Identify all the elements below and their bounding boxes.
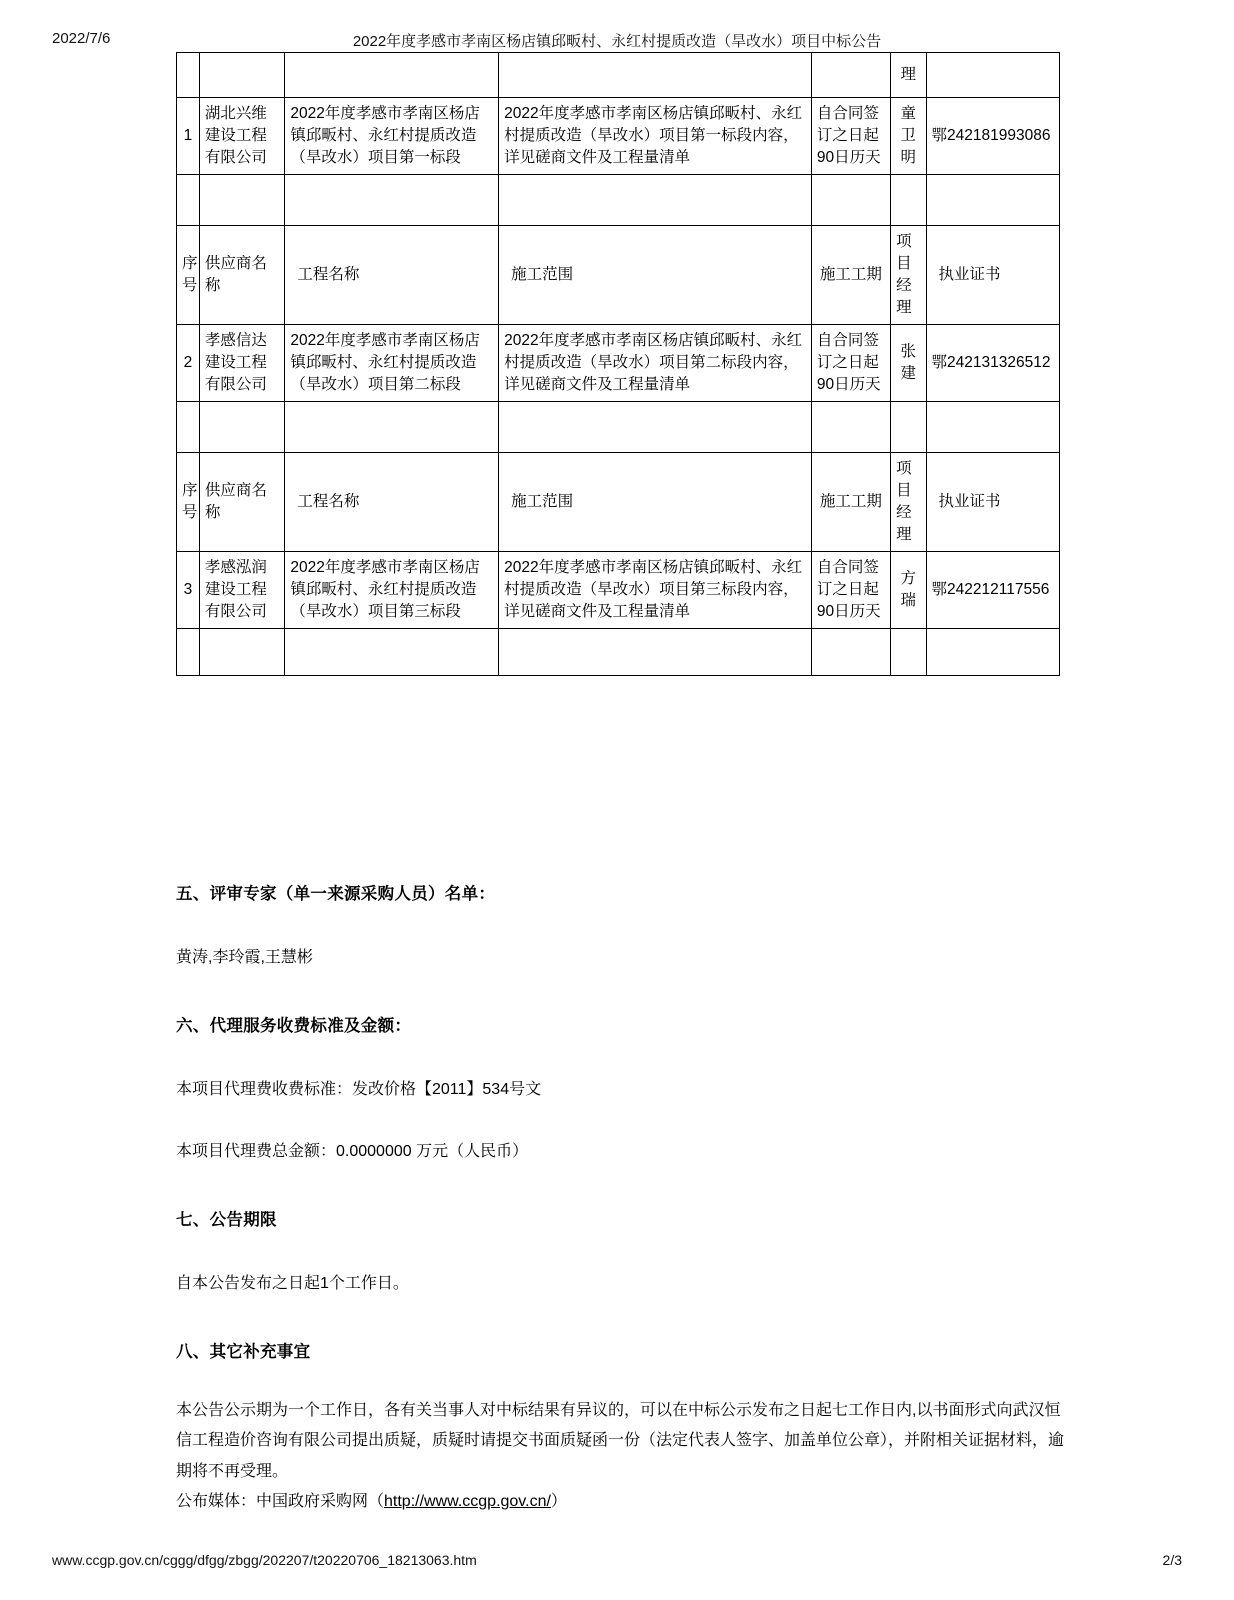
section-5-body: 黄涛,李玲霞,王慧彬 <box>176 949 313 966</box>
cell-scope: 2022年度孝感市孝南区杨店镇邱畈村、永红村提质改造（旱改水）项目第二标段内容，详见磋商文件及工程量清单 <box>499 325 812 402</box>
header-supplier: 供应商名称 <box>199 226 284 325</box>
header-scope: 施工范围 <box>499 453 812 552</box>
cell-certificate: 鄂242212117556 <box>926 552 1059 629</box>
cell-manager <box>891 629 926 676</box>
cell-certificate <box>926 53 1059 98</box>
cell-index <box>177 402 200 453</box>
cell-index: 1 <box>177 98 200 175</box>
cell-supplier <box>199 629 284 676</box>
cell-index <box>177 629 200 676</box>
cell-certificate <box>926 175 1059 226</box>
cell-duration <box>811 175 890 226</box>
header-index: 序号 <box>177 453 200 552</box>
cell-supplier: 孝感泓润建设工程有限公司 <box>199 552 284 629</box>
cell-scope: 2022年度孝感市孝南区杨店镇邱畈村、永红村提质改造（旱改水）项目第三标段内容，详见磋商文件及工程量清单 <box>499 552 812 629</box>
header-project: 工程名称 <box>285 226 499 325</box>
table-header-row <box>177 226 1060 325</box>
section-6-fee-standard: 本项目代理费收费标准：发改价格【2011】534号文 <box>176 1081 542 1098</box>
page-header <box>0 30 1234 54</box>
cell-scope: 2022年度孝感市孝南区杨店镇邱畈村、永红村提质改造（旱改水）项目第一标段内容，详见磋商文件及工程量清单 <box>499 98 812 175</box>
header-index: 序号 <box>177 226 200 325</box>
cell-scope <box>499 402 812 453</box>
cell-project <box>285 629 499 676</box>
section-5-title: 五、评审专家（单一来源采购人员）名单： <box>176 885 496 903</box>
cell-index: 2 <box>177 325 200 402</box>
table-row <box>177 325 1060 402</box>
section-7-title: 七、公告期限 <box>176 1211 277 1229</box>
page-footer <box>0 1552 1234 1574</box>
cell-duration <box>811 402 890 453</box>
section-8-media <box>176 1487 1066 1517</box>
cell-manager <box>891 175 926 226</box>
header-supplier: 供应商名称 <box>199 453 284 552</box>
bid-results-table-wrap <box>176 52 1060 676</box>
cell-project <box>285 402 499 453</box>
header-date: 2022/7/6 <box>52 30 111 47</box>
cell-scope <box>499 53 812 98</box>
cell-supplier: 湖北兴维建设工程有限公司 <box>199 98 284 175</box>
cell-duration <box>811 629 890 676</box>
cell-supplier <box>199 53 284 98</box>
section-7-body: 自本公告发布之日起1个工作日。 <box>176 1275 409 1292</box>
cell-project: 2022年度孝感市孝南区杨店镇邱畈村、永红村提质改造（旱改水）项目第二标段 <box>285 325 499 402</box>
cell-duration <box>811 53 890 98</box>
media-suffix: ） <box>550 1493 567 1511</box>
cell-manager: 张建 <box>891 325 926 402</box>
media-prefix: 公布媒体：中国政府采购网（ <box>176 1493 385 1511</box>
cell-index <box>177 175 200 226</box>
cell-duration: 自合同签订之日起90日历天 <box>811 98 890 175</box>
cell-duration: 自合同签订之日起90日历天 <box>811 552 890 629</box>
cell-project <box>285 175 499 226</box>
cell-supplier: 孝感信达建设工程有限公司 <box>199 325 284 402</box>
cell-scope <box>499 629 812 676</box>
table-row-spacer <box>177 175 1060 226</box>
footer-page-number: 2/3 <box>1162 1552 1182 1568</box>
document-body <box>176 880 1066 1518</box>
header-manager: 项目经理 <box>891 453 926 552</box>
cell-manager: 童卫明 <box>891 98 926 175</box>
cell-certificate: 鄂242131326512 <box>926 325 1059 402</box>
cell-index <box>177 53 200 98</box>
section-8-body: 本公告公示期为一个工作日，各有关当事人对中标结果有异议的，可以在中标公示发布之日起七工作日内,以书面形式向武汉恒信工程造价咨询有限公司提出质疑，质疑时请提交书面质疑函一份（法定代表人签字、加盖单位公章），并附相关证据材料，逾期将不再受理。 <box>176 1402 1065 1480</box>
table-row-spacer <box>177 629 1060 676</box>
cell-project <box>285 53 499 98</box>
cell-duration: 自合同签订之日起90日历天 <box>811 325 890 402</box>
table-row <box>177 98 1060 175</box>
cell-certificate <box>926 629 1059 676</box>
cell-supplier <box>199 175 284 226</box>
cell-manager <box>891 402 926 453</box>
footer-url: www.ccgp.gov.cn/cggg/dfgg/zbgg/202207/t20220706_18213063.htm <box>52 1552 477 1568</box>
cell-supplier <box>199 402 284 453</box>
table-row-spacer <box>177 402 1060 453</box>
header-duration: 施工工期 <box>811 453 890 552</box>
cell-scope <box>499 175 812 226</box>
header-title: 2022年度孝感市孝南区杨店镇邱畈村、永红村提质改造（旱改水）项目中标公告 <box>352 33 882 50</box>
header-certificate: 执业证书 <box>926 453 1059 552</box>
cell-project: 2022年度孝感市孝南区杨店镇邱畈村、永红村提质改造（旱改水）项目第三标段 <box>285 552 499 629</box>
table-row <box>177 552 1060 629</box>
bid-results-table <box>176 52 1060 676</box>
ccgp-link[interactable]: http://www.ccgp.gov.cn/ <box>384 1493 551 1511</box>
cell-certificate: 鄂242181993086 <box>926 98 1059 175</box>
table-row-partial-top <box>177 53 1060 98</box>
cell-manager: 理 <box>891 53 926 98</box>
cell-project: 2022年度孝感市孝南区杨店镇邱畈村、永红村提质改造（旱改水）项目第一标段 <box>285 98 499 175</box>
cell-certificate <box>926 402 1059 453</box>
header-certificate: 执业证书 <box>926 226 1059 325</box>
section-8-title: 八、其它补充事宜 <box>176 1343 311 1361</box>
section-6-title: 六、代理服务收费标准及金额： <box>176 1017 412 1035</box>
header-project: 工程名称 <box>285 453 499 552</box>
header-manager: 项目经理 <box>891 226 926 325</box>
table-header-row <box>177 453 1060 552</box>
header-duration: 施工工期 <box>811 226 890 325</box>
cell-manager: 方瑞 <box>891 552 926 629</box>
section-6-fee-total: 本项目代理费总金额：0.0000000 万元（人民币） <box>176 1143 529 1160</box>
cell-index: 3 <box>177 552 200 629</box>
header-scope: 施工范围 <box>499 226 812 325</box>
